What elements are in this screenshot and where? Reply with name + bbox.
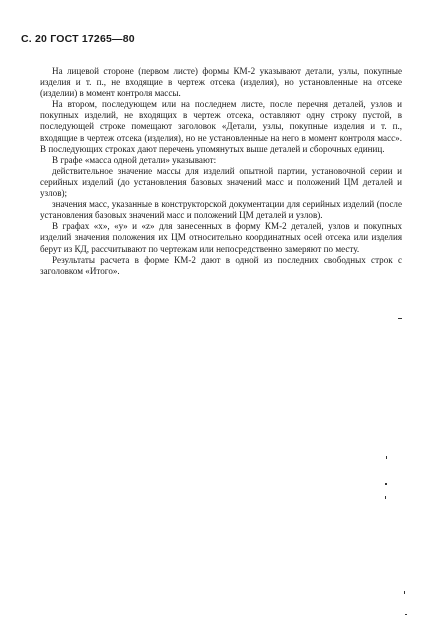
- scan-speck: [405, 614, 407, 615]
- scan-speck: [404, 591, 405, 594]
- scan-speck: [398, 318, 402, 319]
- scan-speck: [385, 496, 386, 499]
- page-header: С. 20 ГОСТ 17265—80: [21, 33, 135, 45]
- scan-speck: [385, 483, 387, 485]
- paragraph-face-sheet: На лицевой стороне (первом листе) формы КМ-2 указывают детали, узлы, покупные изделия и т. п., не входящие в чертеж отсека (изделия), но установленные на отсеке (изделии) в момент контроля массы.: [40, 66, 402, 99]
- paragraph-actual-mass: действительное значение массы для изделий опытной партии, установочной серии и серийных изделий (до установления базовых значений масс и положений ЦМ деталей и узлов);: [40, 165, 402, 199]
- paragraph-design-mass: значения масс, указанные в конструкторской документации для серийных изделий (после установления базовых значений масс и положений ЦМ деталей и узлов).: [40, 199, 402, 221]
- paragraph-second-sheet: На втором, последующем или на последнем листе, после перечня деталей, узлов и покупных изделий, не входящих в чертеж отсека, оставляют одну строку пустой, в последующей строке помещают заголовок «Детали, узлы, покупные изделия и т. п., входящие в чертеж отсека (изделия), но не установленные на него в момент контроля масс». В последующих строках дают перечень упомянутых выше деталей и сборочных единиц.: [40, 99, 402, 154]
- body-text: [40, 66, 402, 277]
- paragraph-results: Результаты расчета в форме КМ-2 дают в одной из последних свободных строк с заголовком «Итого».: [40, 254, 402, 276]
- paragraph-coordinates: В графах «x», «y» и «z» для занесенных в форму КМ-2 деталей, узлов и покупных изделий значения положения их ЦМ относительно координатных осей отсека или изделия берут из КД, рассчитывают по чертежам или непосредственно замеряют по месту.: [40, 221, 402, 254]
- paragraph-mass-column: В графе «масса одной детали» указывают:: [52, 154, 217, 165]
- scan-speck: [386, 456, 387, 459]
